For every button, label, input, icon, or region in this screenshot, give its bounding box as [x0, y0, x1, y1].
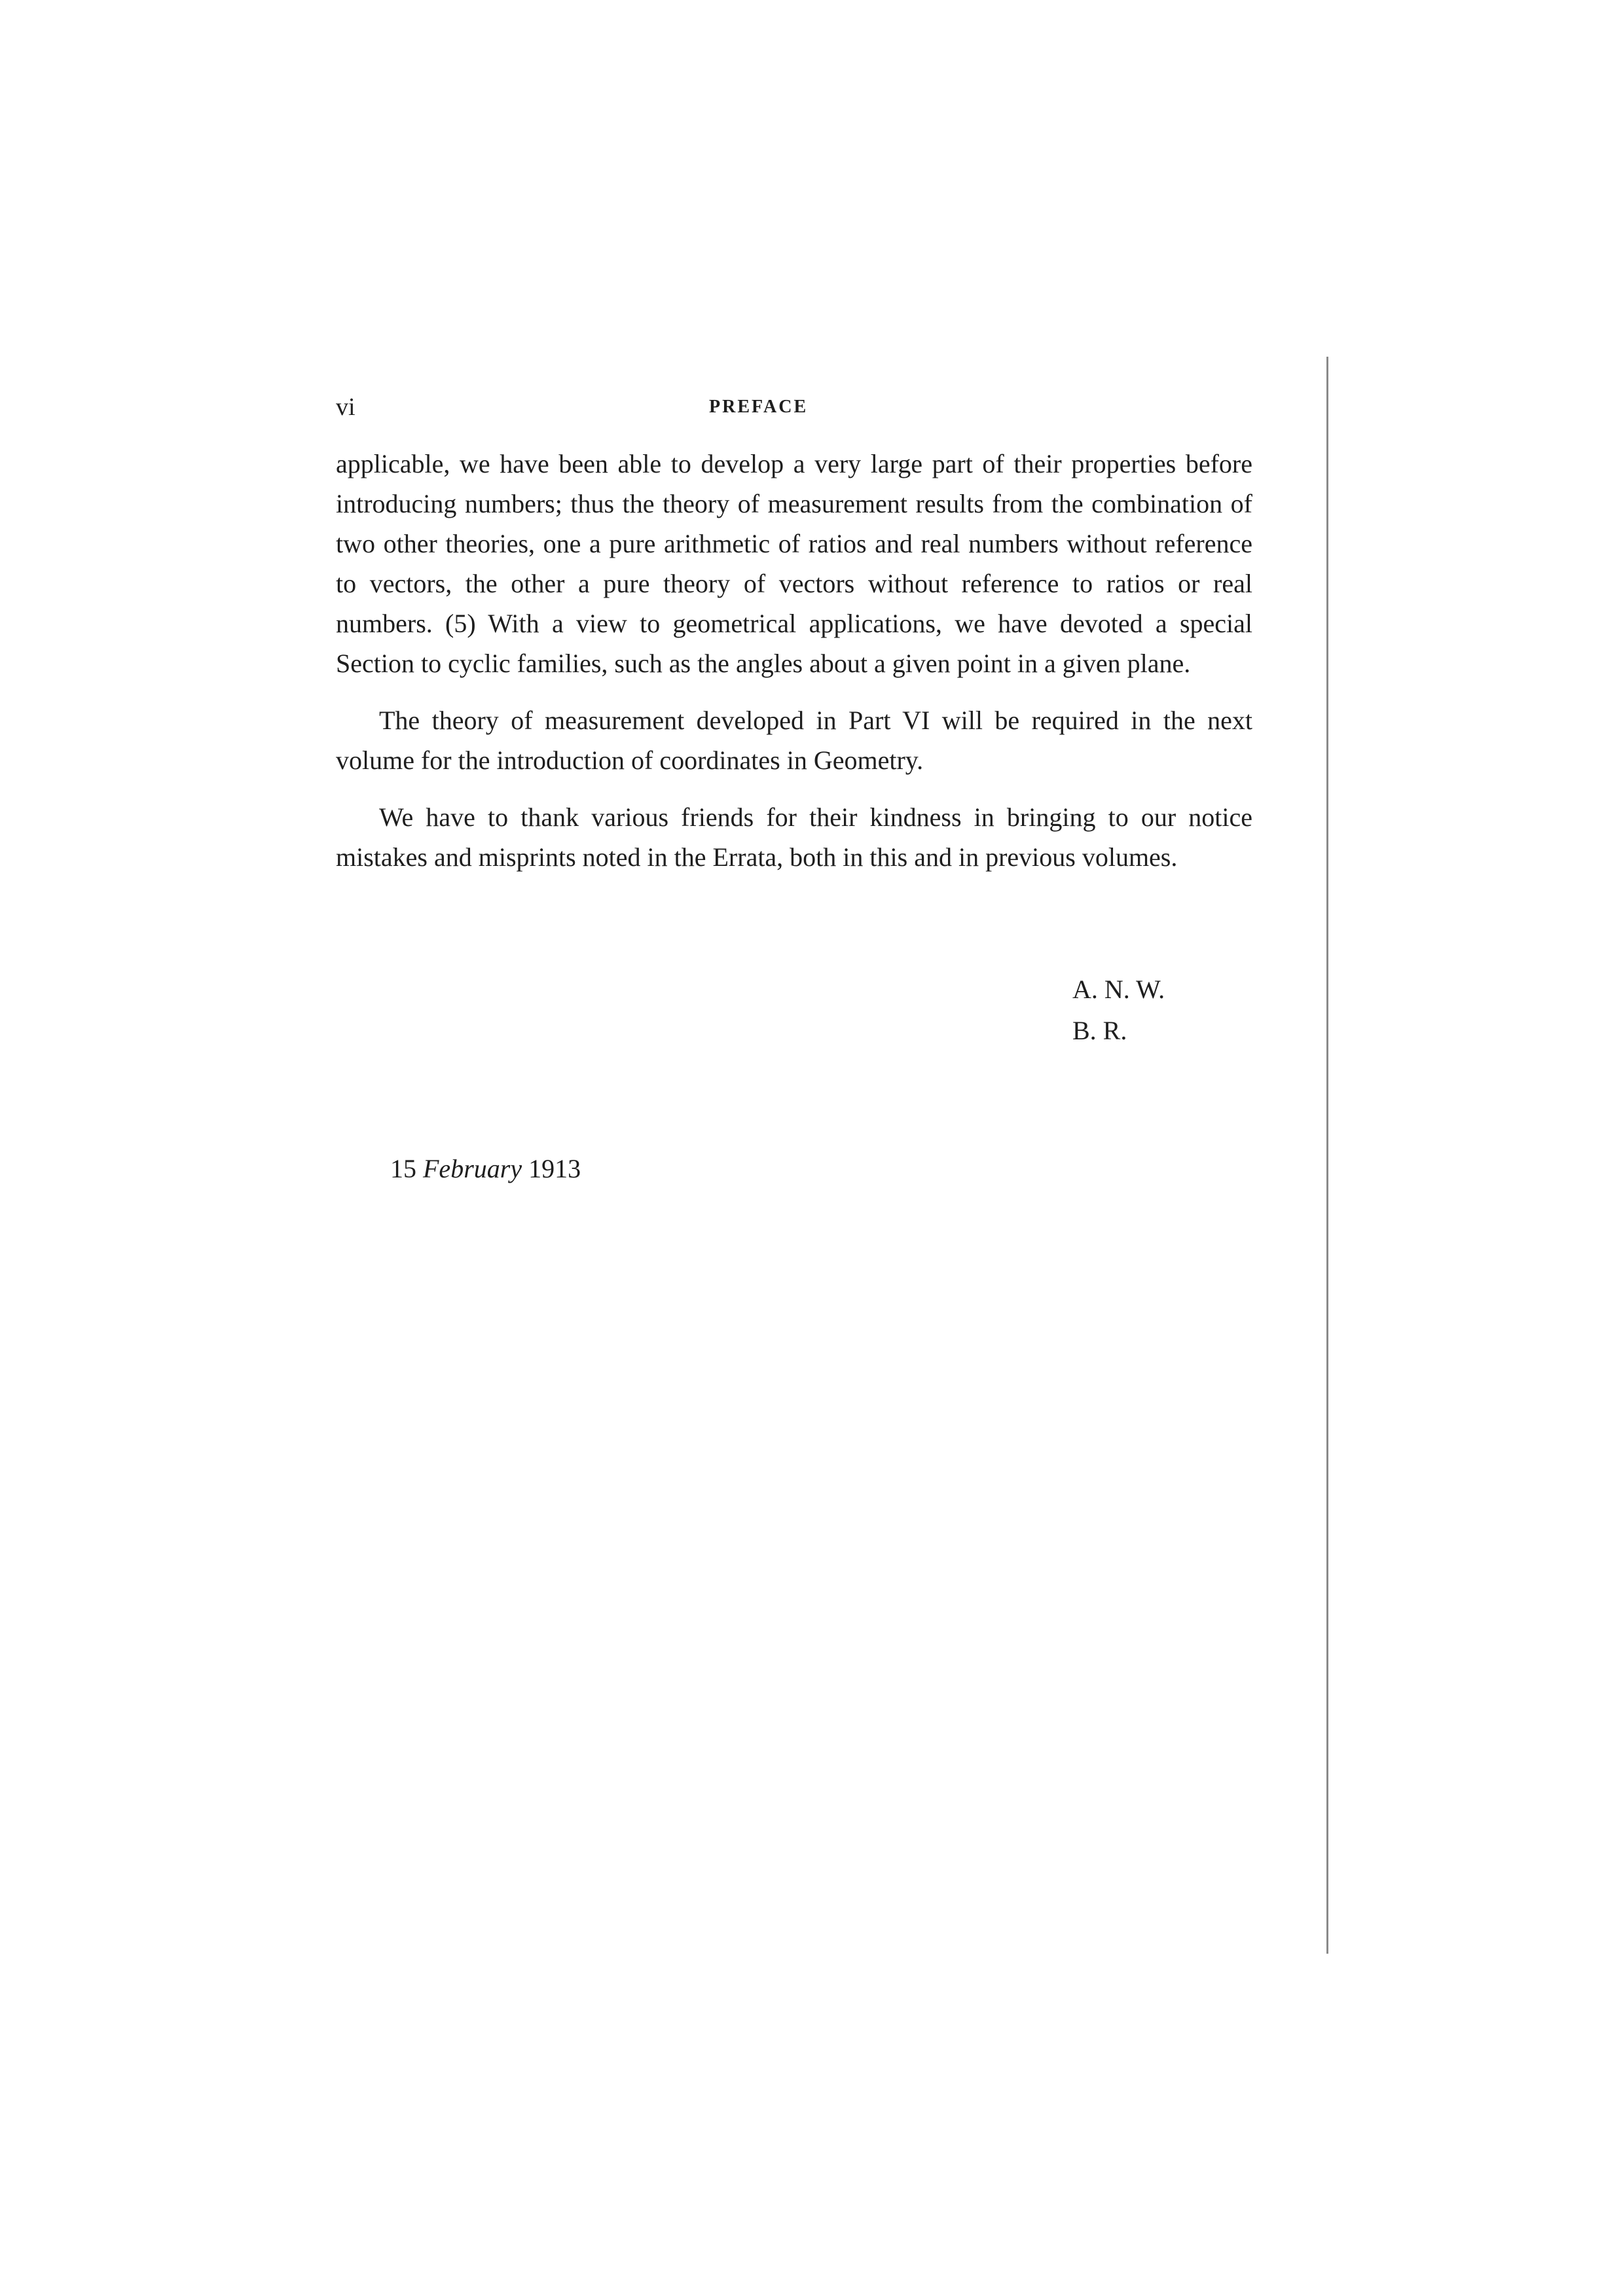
page-edge-line — [1326, 357, 1328, 1954]
paragraph-measurement: The theory of measurement developed in Part VI will be required in the next volume for the introduction of coordinates in Geometry. — [336, 706, 1252, 775]
running-head — [336, 393, 1252, 427]
signature-anw: A. N. W. — [1072, 975, 1165, 1004]
page-number: vi — [336, 393, 356, 421]
paragraph-continued: applicable, we have been able to develop a very large part of their properties before introducing numbers; thus the theory of measurement results from the combination of two other theories, one a pure arithmetic of ratios and real numbers without reference to vectors, the other a pure theory of vectors without reference to ratios or real numbers. (5) With a view to geometrical applications, we have devoted a special Section to cyclic families, such as the angles about a given point in a given plane. — [336, 449, 1252, 678]
paragraph-acknowledgements: We have to thank various friends for their kindness in bringing to our notice mistakes and misprints noted in the Errata, both in this and in previous volumes. — [336, 802, 1252, 872]
running-title: PREFACE — [709, 397, 809, 417]
body-text — [336, 444, 1252, 877]
author-initials — [1072, 969, 1165, 1051]
signature-br: B. R. — [1072, 1016, 1127, 1045]
date-day: 15 — [390, 1154, 416, 1183]
date-year: 1913 — [528, 1154, 581, 1183]
date-month: February — [423, 1154, 522, 1183]
preface-date — [390, 1153, 581, 1184]
